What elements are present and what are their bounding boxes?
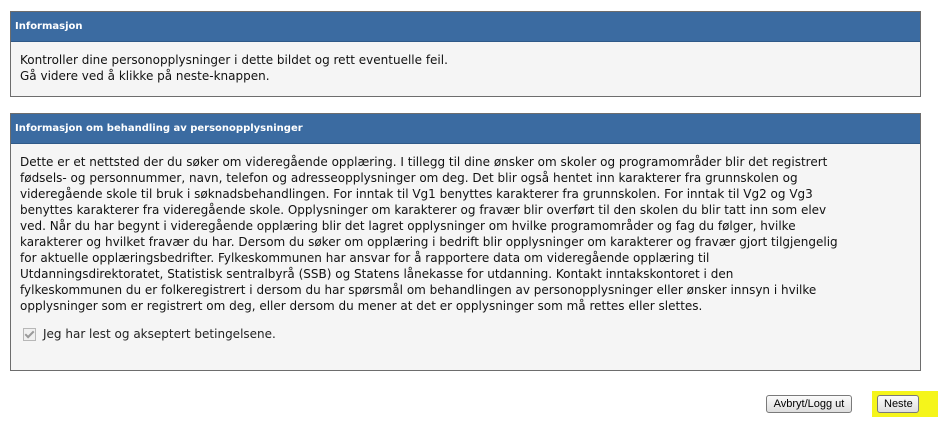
privacy-text-line: ved. Når du har begynt i videregående opplæring blir det lagret opplysninger om hvilke programområder og fag du følger, hvilke: [20, 219, 796, 233]
info-panel: [10, 11, 921, 97]
info-panel-title: Informasjon: [11, 12, 920, 42]
privacy-text-line: Utdanningsdirektoratet, Statistisk sentralbyrå (SSB) og Statens lånekasse for utdanning. Kontakt inntakskontoret i den: [20, 267, 734, 281]
privacy-text-line: videregående skole til bruk i søknadsbehandlingen. For inntak til Vg1 benyttes karakterer fra grunnskolen. For inntak til Vg2 og Vg3: [20, 187, 813, 201]
privacy-text-line: benyttes karakterer fra videregående skole. Opplysninger om karakterer og fravær blir overført til den skolen du blir tatt inn som elev: [20, 203, 827, 217]
next-button[interactable]: Neste: [877, 395, 919, 413]
privacy-text-line: opplysninger som er registrert om deg, eller dersom du mener at det er opplysninger som må rettes eller slettes.: [20, 299, 703, 313]
info-line: Gå videre ved å klikke på neste-knappen.: [20, 69, 270, 83]
privacy-panel-body: [11, 144, 920, 342]
privacy-text-line: Dette er et nettsted der du søker om videregående opplæring. I tillegg til dine ønsker om skoler og programområder blir det registrert: [20, 155, 828, 169]
info-line: Kontroller dine personopplysninger i dette bildet og rett eventuelle feil.: [20, 53, 448, 67]
privacy-panel-title: Informasjon om behandling av personopplysninger: [11, 114, 920, 144]
privacy-text-line: fødsels- og personnummer, navn, telefon og adresseopplysninger om deg. Det blir også hentet inn karakterer fra grunnskolen og: [20, 171, 798, 185]
accept-terms-label[interactable]: Jeg har lest og akseptert betingelsene.: [43, 327, 276, 341]
cancel-logout-button[interactable]: Avbryt/Logg ut: [766, 395, 852, 413]
accept-terms-row[interactable]: [20, 326, 912, 342]
privacy-text-line: for aktuelle opplæringsbedrifter. Fylkeskommunen har ansvar for å rapportere data om videregående opplæring til: [20, 251, 710, 265]
info-panel-body: [11, 42, 920, 84]
privacy-text-line: karakterer og hvilket fravær du har. Dersom du søker om opplæring i bedrift blir opplysninger om karakterer og fravær gjort tilgjengelig: [20, 235, 838, 249]
accept-terms-checkbox[interactable]: [23, 328, 36, 341]
privacy-panel: [10, 113, 921, 371]
privacy-text-line: fylkeskommunen du er folkeregistrert i dersom du har spørsmål om behandlingen av personopplysninger eller ønsker innsyn i hvilke: [20, 283, 817, 297]
